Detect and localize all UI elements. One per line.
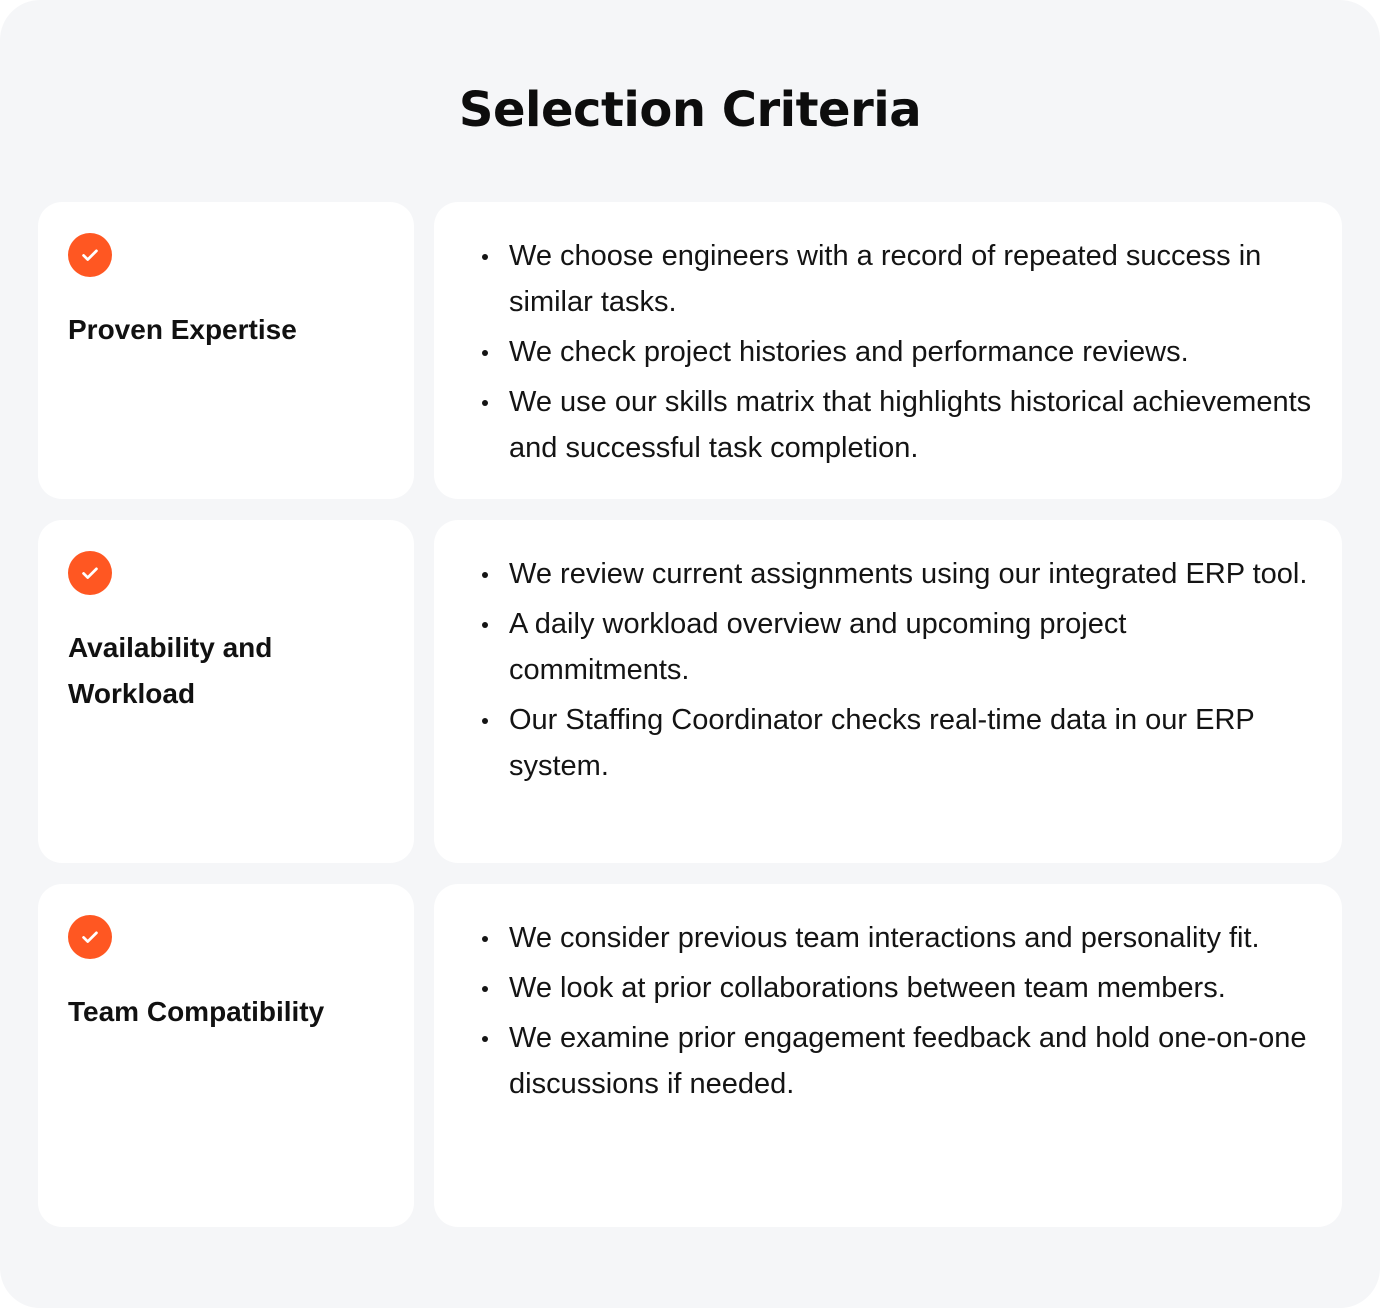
criterion-point: We use our skills matrix that highlights historical achievements and successful task completion. [480, 379, 1312, 471]
page-title: Selection Criteria [458, 82, 922, 138]
criterion-card-availability [38, 520, 414, 863]
criterion-card-team-compatibility [38, 884, 414, 1227]
check-circle-icon [68, 551, 112, 595]
criterion-label: Team Compatibility [68, 996, 325, 1027]
criterion-details-team-compatibility [434, 884, 1342, 1227]
criterion-points-list [480, 915, 1312, 1107]
criterion-card-proven-expertise [38, 202, 414, 499]
criterion-point: We choose engineers with a record of repeated success in similar tasks. [480, 233, 1312, 325]
criterion-label: Proven Expertise [68, 314, 297, 345]
check-circle-icon [68, 233, 112, 277]
criterion-point: We examine prior engagement feedback and hold one-on-one discussions if needed. [480, 1015, 1312, 1107]
criterion-points-list [480, 233, 1312, 471]
criterion-details-proven-expertise [434, 202, 1342, 499]
criterion-point: Our Staffing Coordinator checks real-time data in our ERP system. [480, 697, 1312, 789]
criterion-point: We review current assignments using our integrated ERP tool. [480, 551, 1312, 597]
criterion-point: We consider previous team interactions and personality fit. [480, 915, 1312, 961]
criterion-points-list [480, 551, 1312, 789]
criterion-label: Availability and Workload [68, 632, 273, 709]
criterion-point: A daily workload overview and upcoming project commitments. [480, 601, 1312, 693]
criterion-point: We check project histories and performance reviews. [480, 329, 1312, 375]
criterion-point: We look at prior collaborations between team members. [480, 965, 1312, 1011]
criterion-details-availability [434, 520, 1342, 863]
check-circle-icon [68, 915, 112, 959]
